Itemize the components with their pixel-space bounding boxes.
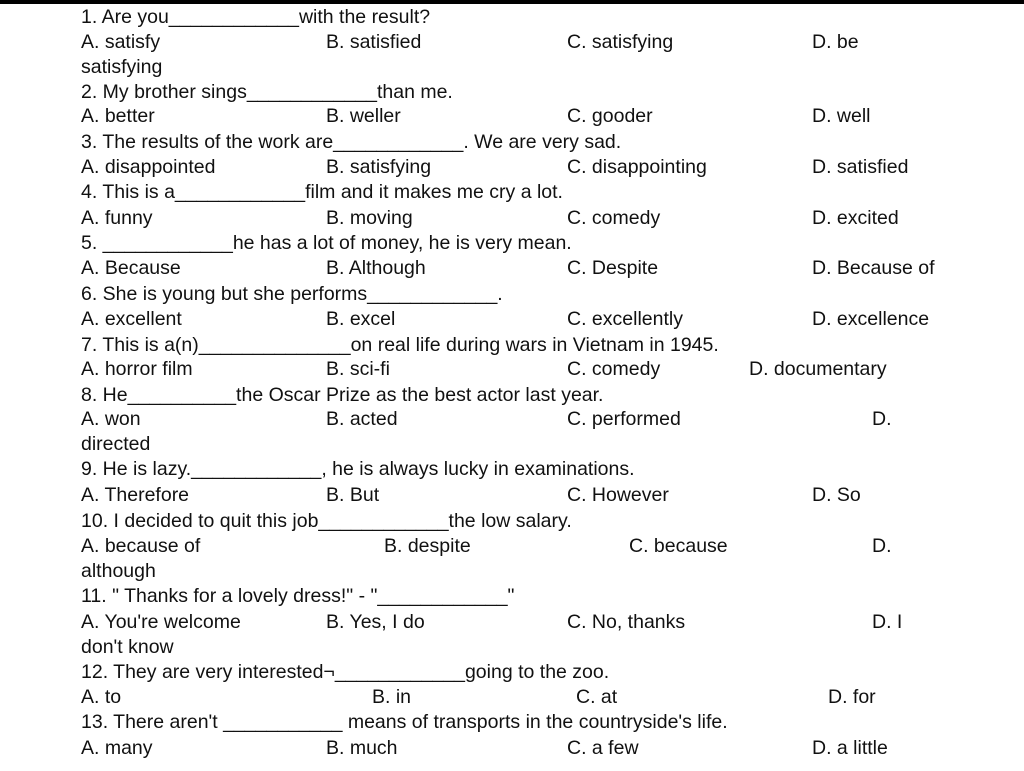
question-12-option-a: A. to — [81, 686, 122, 708]
question-11-option-a: A. You're welcome — [81, 611, 241, 633]
question-9-option-d: D. So — [812, 484, 861, 506]
question-6-stem: 6. She is young but she performs____________. — [81, 283, 503, 305]
question-8-stem: 8. He__________the Oscar Prize as the best actor last year. — [81, 384, 604, 406]
question-4-option-b: B. moving — [326, 207, 413, 229]
question-5-option-a: A. Because — [81, 257, 181, 279]
question-4-option-c: C. comedy — [567, 207, 661, 229]
question-3-option-c: C. disappointing — [567, 156, 707, 178]
question-9-option-b: B. But — [326, 484, 380, 506]
question-4-option-a: A. funny — [81, 207, 153, 229]
question-7-option-d: D. documentary — [749, 358, 887, 380]
question-13-option-b: B. much — [326, 737, 398, 759]
question-8-option-c: C. performed — [567, 408, 681, 430]
question-7-option-c: C. comedy — [567, 358, 661, 380]
question-10-option-d: D. — [872, 535, 892, 557]
question-6-option-b: B. excel — [326, 308, 396, 330]
question-11-stem: 11. " Thanks for a lovely dress!" - "____________" — [81, 585, 515, 607]
question-2-option-b: B. weller — [326, 105, 401, 127]
question-11-option-c: C. No, thanks — [567, 611, 686, 633]
question-11-option-d: D. I — [872, 611, 903, 633]
question-3-option-d: D. satisfied — [812, 156, 909, 178]
question-8-option-d: D. — [872, 408, 892, 430]
question-1-option-c: C. satisfying — [567, 31, 674, 53]
question-9-option-c: C. However — [567, 484, 669, 506]
question-4-stem: 4. This is a____________film and it makes me cry a lot. — [81, 181, 563, 203]
question-3-option-a: A. disappointed — [81, 156, 216, 178]
question-2-option-a: A. better — [81, 105, 155, 127]
question-4-option-d: D. excited — [812, 207, 899, 229]
question-8-option-d-wrap: directed — [81, 433, 151, 455]
question-11-option-b: B. Yes, I do — [326, 611, 425, 633]
question-5-option-b: B. Although — [326, 257, 426, 279]
question-5-stem: 5. ____________he has a lot of money, he is very mean. — [81, 232, 572, 254]
question-5-option-c: C. Despite — [567, 257, 659, 279]
question-9-option-a: A. Therefore — [81, 484, 190, 506]
question-10-option-a: A. because of — [81, 535, 201, 557]
question-1-option-d-wrap: satisfying — [81, 56, 163, 78]
question-8-option-b: B. acted — [326, 408, 398, 430]
question-5-option-d: D. Because of — [812, 257, 935, 279]
question-13-option-c: C. a few — [567, 737, 639, 759]
question-13-stem: 13. There aren't ___________ means of transports in the countryside's life. — [81, 711, 728, 733]
question-7-stem: 7. This is a(n)______________on real life during wars in Vietnam in 1945. — [81, 334, 719, 356]
question-7-option-a: A. horror film — [81, 358, 193, 380]
question-8-option-a: A. won — [81, 408, 141, 430]
question-10-option-b: B. despite — [384, 535, 471, 557]
question-12-stem: 12. They are very interested¬____________going to the zoo. — [81, 661, 610, 683]
question-9-stem: 9. He is lazy.____________, he is always lucky in examinations. — [81, 458, 635, 480]
question-13-option-d: D. a little — [812, 737, 888, 759]
question-1-option-a: A. satisfy — [81, 31, 161, 53]
question-12-option-c: C. at — [576, 686, 618, 708]
question-3-option-b: B. satisfying — [326, 156, 432, 178]
question-2-stem: 2. My brother sings____________than me. — [81, 81, 453, 103]
question-1-option-b: B. satisfied — [326, 31, 422, 53]
question-10-option-c: C. because — [629, 535, 728, 557]
question-7-option-b: B. sci-fi — [326, 358, 390, 380]
question-6-option-d: D. excellence — [812, 308, 930, 330]
question-1-stem: 1. Are you____________with the result? — [81, 6, 431, 28]
question-10-option-d-wrap: although — [81, 560, 156, 582]
question-12-option-b: B. in — [372, 686, 412, 708]
question-13-option-a: A. many — [81, 737, 153, 759]
question-6-option-a: A. excellent — [81, 308, 182, 330]
question-11-option-d-wrap: don't know — [81, 636, 174, 658]
question-1-option-d: D. be — [812, 31, 859, 53]
question-6-option-c: C. excellently — [567, 308, 683, 330]
question-2-option-d: D. well — [812, 105, 871, 127]
question-12-option-d: D. for — [828, 686, 876, 708]
question-3-stem: 3. The results of the work are____________. We are very sad. — [81, 131, 622, 153]
question-10-stem: 10. I decided to quit this job____________the low salary. — [81, 510, 572, 532]
question-2-option-c: C. gooder — [567, 105, 653, 127]
